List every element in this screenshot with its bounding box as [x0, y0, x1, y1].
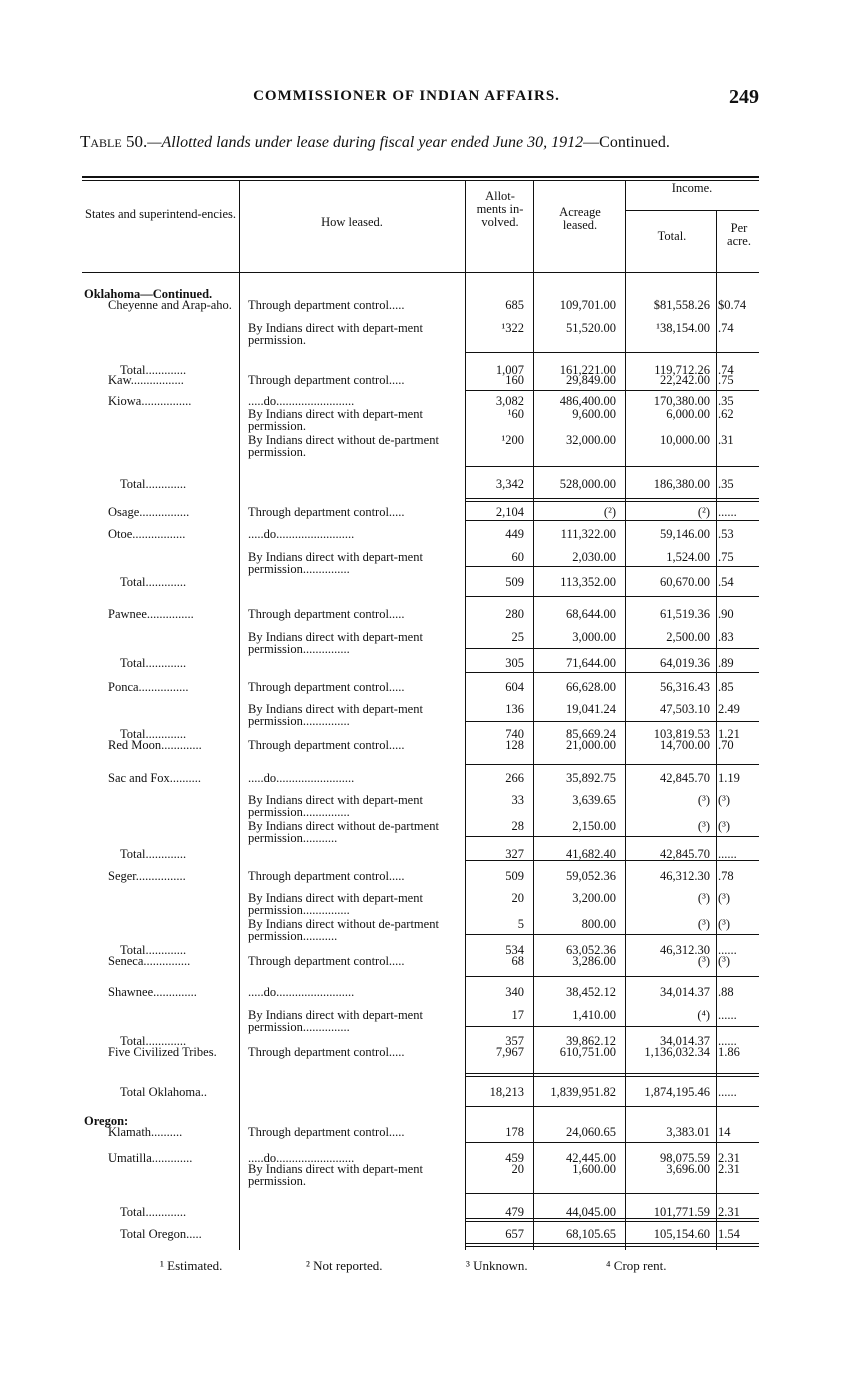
cell-acre: 29,849.00 — [566, 373, 616, 387]
row-rule — [466, 1221, 759, 1222]
cell-acre: 41,682.40 — [566, 847, 616, 861]
cell-per: (³) — [718, 891, 731, 905]
cell-acre: 68,644.00 — [566, 607, 616, 621]
table-top-rule — [82, 176, 759, 178]
row-rule — [466, 976, 759, 977]
cell-state: Red Moon............. — [108, 738, 202, 752]
cell-total: ¹38,154.00 — [656, 321, 710, 335]
cell-allot: 604 — [505, 680, 524, 694]
cell-per: .78 — [718, 869, 734, 883]
cell-allot: 509 — [505, 869, 524, 883]
cell-total: $81,558.26 — [653, 298, 710, 312]
cell-per: 1.86 — [718, 1045, 740, 1059]
cell-acre: 161,221.00 — [559, 363, 616, 377]
cell-allot: 740 — [505, 727, 524, 741]
cell-state: Total............. — [120, 656, 187, 670]
footnote-2: ² Not reported. — [306, 1258, 383, 1273]
cell-per: 1.54 — [718, 1227, 740, 1241]
cell-per: .75 — [718, 373, 734, 387]
cell-per: (³) — [718, 819, 731, 833]
cell-per: .35 — [718, 477, 734, 491]
cell-total: 1,874,195.46 — [644, 1085, 710, 1099]
cell-acre: 3,000.00 — [572, 630, 616, 644]
cell-acre: 85,669.24 — [566, 727, 616, 741]
cell-allot: 3,082 — [495, 394, 524, 408]
table-caption — [80, 132, 770, 152]
cell-state: Total............. — [120, 1034, 187, 1048]
cell-acre: 486,400.00 — [559, 394, 616, 408]
cell-state: Total............. — [120, 847, 187, 861]
cell-state: Total............. — [120, 363, 187, 377]
cell-per: (³) — [718, 917, 731, 931]
cell-allot: 33 — [511, 793, 524, 807]
cell-acre: 42,445.00 — [566, 1151, 616, 1165]
cell-how: .....do......................... — [248, 771, 355, 785]
cell-allot: 136 — [505, 702, 524, 716]
cell-state: Total............. — [120, 943, 187, 957]
cell-allot: 25 — [511, 630, 524, 644]
cell-total: 34,014.37 — [660, 985, 710, 999]
cell-per: .90 — [718, 607, 734, 621]
cell-allot: 657 — [505, 1227, 524, 1241]
header-state: States and superintend-encies. — [85, 207, 236, 221]
row-rule — [466, 934, 759, 935]
cell-total: (³) — [697, 819, 710, 833]
cell-per: 14 — [718, 1125, 731, 1139]
row-rule — [466, 352, 759, 353]
cell-state: Oklahoma—Continued. — [84, 287, 213, 301]
cell-per: .53 — [718, 527, 734, 541]
cell-acre: 66,628.00 — [566, 680, 616, 694]
header-allotments: Allot-ments in-volved. — [476, 189, 524, 229]
cell-allot: 1,007 — [495, 363, 524, 377]
cell-allot: 266 — [505, 771, 524, 785]
row-rule — [466, 764, 759, 765]
col-divider-5 — [716, 210, 717, 1250]
cell-allot: ¹60 — [507, 407, 524, 421]
cell-acre: 71,644.00 — [566, 656, 616, 670]
col-divider-4 — [625, 180, 626, 1250]
cell-acre: 800.00 — [581, 917, 616, 931]
cell-per: .85 — [718, 680, 734, 694]
cell-allot: 178 — [505, 1125, 524, 1139]
cell-acre: 9,600.00 — [572, 407, 616, 421]
row-rule — [466, 1106, 759, 1107]
row-rule — [466, 520, 759, 521]
cell-allot: 459 — [505, 1151, 524, 1165]
cell-total: 98,075.59 — [660, 1151, 710, 1165]
cell-per: .83 — [718, 630, 734, 644]
cell-per: ...... — [718, 943, 737, 957]
cell-how: By Indians direct with depart-ment permission............... — [248, 793, 423, 819]
cell-state: Total Oregon..... — [120, 1227, 202, 1241]
cell-how: Through department control..... — [248, 954, 405, 968]
header-bottom-rule — [82, 272, 759, 273]
cell-total: 22,242.00 — [660, 373, 710, 387]
cell-per: ...... — [718, 505, 737, 519]
row-rule — [466, 1142, 759, 1143]
cell-total: 101,771.59 — [653, 1205, 710, 1219]
cell-state: Total............. — [120, 477, 187, 491]
cell-per: 1.21 — [718, 727, 740, 741]
cell-how: By Indians direct with depart-ment permission............... — [248, 630, 423, 656]
footnote-3: ³ Unknown. — [466, 1258, 528, 1273]
row-rule — [466, 648, 759, 649]
cell-total: (³) — [697, 793, 710, 807]
row-rule — [466, 1076, 759, 1077]
cell-allot: 7,967 — [495, 1045, 524, 1059]
cell-total: 6,000.00 — [666, 407, 710, 421]
header-income: Income. — [671, 181, 713, 195]
cell-total: 59,146.00 — [660, 527, 710, 541]
cell-per: $0.74 — [718, 298, 747, 312]
cell-how: Through department control..... — [248, 869, 405, 883]
cell-acre: 111,322.00 — [560, 527, 616, 541]
cell-how: .....do......................... — [248, 394, 355, 408]
cell-acre: 51,520.00 — [566, 321, 616, 335]
cell-state: Seger................ — [108, 869, 186, 883]
cell-acre: 1,839,951.82 — [550, 1085, 616, 1099]
cell-per: .31 — [718, 433, 734, 447]
cell-per: 2.31 — [718, 1151, 740, 1165]
cell-per: (³) — [718, 954, 731, 968]
cell-total: 170,380.00 — [653, 394, 710, 408]
cell-allot: 18,213 — [489, 1085, 524, 1099]
cell-allot: 685 — [505, 298, 524, 312]
cell-per: 2.31 — [718, 1162, 740, 1176]
cell-acre: 59,052.36 — [566, 869, 616, 883]
cell-total: 56,316.43 — [660, 680, 710, 694]
cell-allot: 5 — [517, 917, 524, 931]
row-rule — [466, 1246, 759, 1247]
cell-how: Through department control..... — [248, 373, 405, 387]
row-rule — [466, 566, 759, 567]
cell-acre: 113,352.00 — [560, 575, 616, 589]
cell-total: 42,845.70 — [660, 771, 710, 785]
row-rule — [466, 596, 759, 597]
cell-state: Oregon: — [84, 1114, 129, 1128]
cell-state: Kaw................. — [108, 373, 184, 387]
footnote-4: ⁴ Crop rent. — [606, 1258, 667, 1273]
cell-how: Through department control..... — [248, 738, 405, 752]
cell-total: 34,014.37 — [660, 1034, 710, 1048]
cell-allot: 340 — [505, 985, 524, 999]
cell-state: Seneca............... — [108, 954, 191, 968]
cell-allot: 327 — [505, 847, 524, 861]
cell-allot: 68 — [511, 954, 524, 968]
cell-acre: 2,030.00 — [572, 550, 616, 564]
cell-per: ...... — [718, 1085, 737, 1099]
cell-allot: 534 — [505, 943, 524, 957]
cell-how: By Indians direct with depart-ment permission............... — [248, 1008, 423, 1034]
cell-total: 103,819.53 — [653, 727, 710, 741]
row-rule — [466, 498, 759, 499]
cell-state: Total............. — [120, 1205, 187, 1219]
cell-per: .62 — [718, 407, 734, 421]
cell-how: Through department control..... — [248, 607, 405, 621]
cell-per: .88 — [718, 985, 734, 999]
cell-state: Pawnee............... — [108, 607, 194, 621]
row-rule — [466, 836, 759, 837]
cell-acre: 68,105.65 — [566, 1227, 616, 1241]
income-subrule — [625, 210, 759, 211]
cell-how: Through department control..... — [248, 298, 405, 312]
cell-allot: 449 — [505, 527, 524, 541]
cell-state: Sac and Fox.......... — [108, 771, 202, 785]
cell-how: By Indians direct with depart-ment permission. — [248, 407, 423, 433]
cell-total: 3,696.00 — [666, 1162, 710, 1176]
cell-allot: 3,342 — [495, 477, 524, 491]
cell-state: Cheyenne and Arap-aho. — [108, 298, 232, 312]
cell-total: 14,700.00 — [660, 738, 710, 752]
cell-per: .75 — [718, 550, 734, 564]
cell-allot: 17 — [511, 1008, 524, 1022]
row-rule — [466, 466, 759, 467]
cell-how: .....do......................... — [248, 985, 355, 999]
cell-acre: 528,000.00 — [559, 477, 616, 491]
cell-acre: 39,862.12 — [566, 1034, 616, 1048]
cell-allot: 28 — [511, 819, 524, 833]
cell-state: Shawnee.............. — [108, 985, 197, 999]
cell-state: Total............. — [120, 727, 187, 741]
cell-how: Through department control..... — [248, 1045, 405, 1059]
cell-state: Umatilla............. — [108, 1151, 193, 1165]
cell-how: By Indians direct with depart-ment permission. — [248, 321, 423, 347]
table-continued: —Continued. — [583, 134, 670, 151]
cell-per: (³) — [718, 793, 731, 807]
cell-allot: ¹322 — [501, 321, 524, 335]
cell-allot: 305 — [505, 656, 524, 670]
cell-allot: 280 — [505, 607, 524, 621]
cell-how: By Indians direct without de-partment permission. — [248, 433, 439, 459]
cell-per: .54 — [718, 575, 734, 589]
cell-how: By Indians direct without de-partment permission........... — [248, 917, 439, 943]
cell-acre: 35,892.75 — [566, 771, 616, 785]
cell-allot: 60 — [511, 550, 524, 564]
cell-per: .35 — [718, 394, 734, 408]
table-top-rule-2 — [82, 180, 759, 181]
cell-state: Total............. — [120, 575, 187, 589]
cell-state: Ponca................ — [108, 680, 189, 694]
cell-per: ...... — [718, 1008, 737, 1022]
row-rule — [466, 672, 759, 673]
cell-how: By Indians direct with depart-ment permission............... — [248, 891, 423, 917]
cell-acre: 2,150.00 — [572, 819, 616, 833]
cell-total: 42,845.70 — [660, 847, 710, 861]
cell-per: .89 — [718, 656, 734, 670]
cell-state: Total Oklahoma.. — [120, 1085, 207, 1099]
cell-acre: 63,052.36 — [566, 943, 616, 957]
cell-how: By Indians direct without de-partment permission........... — [248, 819, 439, 845]
cell-acre: 32,000.00 — [566, 433, 616, 447]
cell-acre: 109,701.00 — [559, 298, 616, 312]
cell-total: 47,503.10 — [660, 702, 710, 716]
row-rule — [466, 390, 759, 391]
row-rule — [466, 1073, 759, 1074]
row-rule — [466, 721, 759, 722]
cell-how: .....do......................... — [248, 527, 355, 541]
cell-total: 105,154.60 — [653, 1227, 710, 1241]
cell-per: .70 — [718, 738, 734, 752]
header-income-total: Total. — [657, 229, 687, 243]
cell-total: 46,312.30 — [660, 869, 710, 883]
cell-per: 2.31 — [718, 1205, 740, 1219]
cell-how: Through department control..... — [248, 680, 405, 694]
cell-acre: 3,200.00 — [572, 891, 616, 905]
cell-total: 186,380.00 — [653, 477, 710, 491]
cell-total: 10,000.00 — [660, 433, 710, 447]
cell-how: By Indians direct with depart-ment permission............... — [248, 702, 423, 728]
cell-total: (³) — [697, 891, 710, 905]
cell-total: 46,312.30 — [660, 943, 710, 957]
cell-total: (⁴) — [697, 1008, 710, 1022]
cell-acre: 38,452.12 — [566, 985, 616, 999]
cell-per: 2.49 — [718, 702, 740, 716]
cell-acre: 21,000.00 — [566, 738, 616, 752]
cell-how: Through department control..... — [248, 505, 405, 519]
cell-state: Osage................ — [108, 505, 190, 519]
cell-total: 1,136,032.34 — [644, 1045, 710, 1059]
cell-allot: 357 — [505, 1034, 524, 1048]
cell-allot: 20 — [511, 891, 524, 905]
cell-total: 61,519.36 — [660, 607, 710, 621]
cell-acre: 1,600.00 — [572, 1162, 616, 1176]
cell-allot: 128 — [505, 738, 524, 752]
cell-total: 64,019.36 — [660, 656, 710, 670]
header-per-acre: Per acre. — [727, 221, 751, 248]
cell-allot: 509 — [505, 575, 524, 589]
running-head: COMMISSIONER OF INDIAN AFFAIRS. — [253, 88, 560, 104]
cell-per: ...... — [718, 847, 737, 861]
cell-per: .74 — [718, 321, 734, 335]
cell-total: 119,712.26 — [654, 363, 710, 377]
cell-total: 3,383.01 — [666, 1125, 710, 1139]
footnote-1: ¹ Estimated. — [160, 1258, 223, 1273]
cell-acre: (²) — [603, 505, 616, 519]
cell-per: 1.19 — [718, 771, 740, 785]
row-rule — [466, 1193, 759, 1194]
cell-total: (³) — [697, 954, 710, 968]
cell-total: (²) — [697, 505, 710, 519]
cell-how: Through department control..... — [248, 1125, 405, 1139]
page-number: 249 — [729, 86, 759, 108]
row-rule — [466, 501, 759, 502]
table-label: Table 50. — [80, 132, 148, 151]
cell-how: .....do......................... — [248, 1151, 355, 1165]
cell-acre: 44,045.00 — [566, 1205, 616, 1219]
cell-allot: 2,104 — [495, 505, 524, 519]
header-how: How leased. — [321, 215, 383, 229]
row-rule — [466, 1026, 759, 1027]
cell-acre: 24,060.65 — [566, 1125, 616, 1139]
table-title: —Allotted lands under lease during fiscal year ended June 30, 1912 — [147, 134, 584, 151]
cell-state: Klamath.......... — [108, 1125, 183, 1139]
cell-allot: ¹200 — [501, 433, 524, 447]
cell-per: .74 — [718, 363, 734, 377]
cell-total: 1,524.00 — [666, 550, 710, 564]
cell-total: (³) — [697, 917, 710, 931]
cell-allot: 160 — [505, 373, 524, 387]
cell-acre: 3,639.65 — [572, 793, 616, 807]
cell-total: 60,670.00 — [660, 575, 710, 589]
cell-allot: 479 — [505, 1205, 524, 1219]
header-acreage: Acreage leased. — [559, 205, 601, 232]
cell-acre: 3,286.00 — [572, 954, 616, 968]
row-rule — [466, 1243, 759, 1244]
cell-state: Five Civilized Tribes. — [108, 1045, 217, 1059]
cell-state: Otoe................. — [108, 527, 186, 541]
cell-total: 2,500.00 — [666, 630, 710, 644]
cell-acre: 610,751.00 — [559, 1045, 616, 1059]
cell-acre: 1,410.00 — [572, 1008, 616, 1022]
cell-how: By Indians direct with depart-ment permission. — [248, 1162, 423, 1188]
cell-acre: 19,041.24 — [566, 702, 616, 716]
cell-per: ...... — [718, 1034, 737, 1048]
cell-allot: 20 — [511, 1162, 524, 1176]
cell-how: By Indians direct with depart-ment permission............... — [248, 550, 423, 576]
cell-state: Kiowa................ — [108, 394, 192, 408]
lease-table — [82, 176, 759, 1250]
